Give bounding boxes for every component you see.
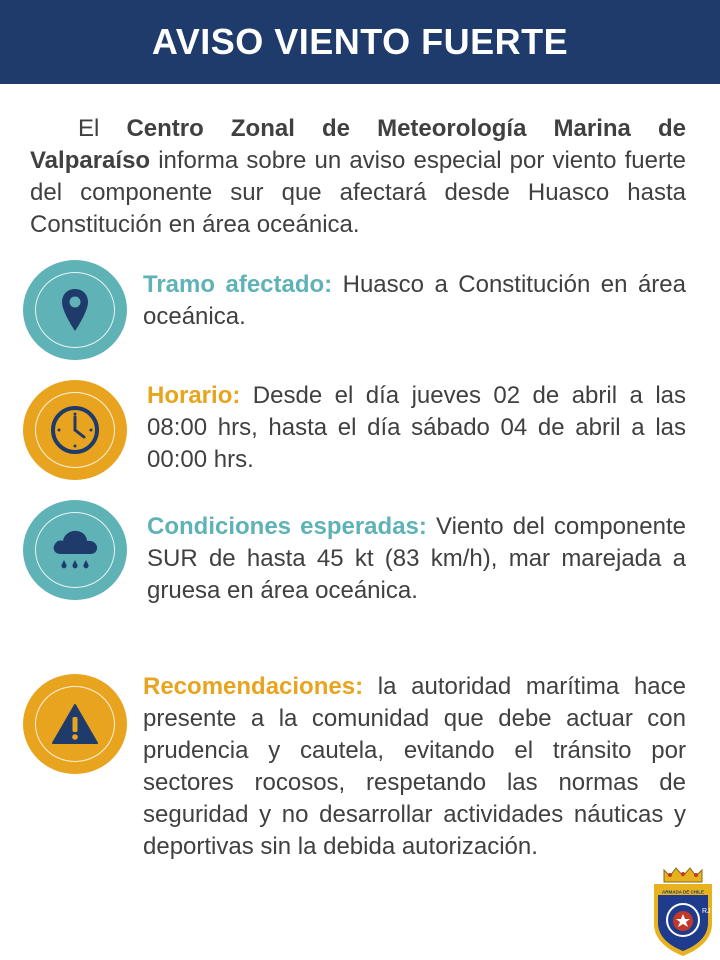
section-condiciones-esperadas bbox=[147, 511, 686, 607]
clock-icon bbox=[23, 380, 127, 480]
section-label: Horario: bbox=[147, 382, 241, 409]
location-pin-icon bbox=[23, 260, 127, 360]
section-tramo-afectado bbox=[143, 269, 686, 333]
section-text: Desde el día jueves 02 de abril a las 08:00 hrs, hasta el día sábado 04 de abril a las 00:00 hrs. bbox=[147, 382, 686, 473]
svg-text:RJ: RJ bbox=[702, 908, 711, 915]
section-horario bbox=[147, 380, 686, 476]
section-text: Viento del componente SUR de hasta 45 kt (83 km/h), mar marejada a gruesa en área oceánica. bbox=[147, 513, 686, 604]
warning-icon bbox=[23, 674, 127, 774]
intro-organization: Centro Zonal de Meteorología Marina de Valparaíso bbox=[30, 115, 686, 174]
intro-prefix: El bbox=[78, 115, 127, 142]
section-text: Huasco a Constitución en área oceánica. bbox=[143, 271, 686, 330]
page-title: AVISO VIENTO FUERTE bbox=[151, 21, 569, 62]
rain-cloud-icon bbox=[23, 500, 127, 600]
section-recomendaciones bbox=[143, 671, 686, 863]
intro-text: informa sobre un aviso especial por viento fuerte del componente sur que afectará desde Huasco hasta Constitución en área oceánica. bbox=[30, 147, 686, 238]
section-label: Recomendaciones: bbox=[143, 673, 364, 700]
section-text: la autoridad marítima hace presente a la comunidad que debe actuar con prudencia y cautela, evitando el tránsito por sectores rocosos, respetando las normas de seguridad y no desarrollar actividades náuticas y deportivas sin la debida autorización. bbox=[143, 673, 686, 860]
section-label: Condiciones esperadas: bbox=[147, 513, 427, 540]
intro-paragraph bbox=[30, 113, 686, 241]
header-banner bbox=[0, 0, 720, 84]
armada-de-chile-shield-logo bbox=[648, 866, 718, 958]
section-label: Tramo afectado: bbox=[143, 271, 333, 298]
svg-text:ARMADA DE CHILE: ARMADA DE CHILE bbox=[661, 889, 705, 895]
